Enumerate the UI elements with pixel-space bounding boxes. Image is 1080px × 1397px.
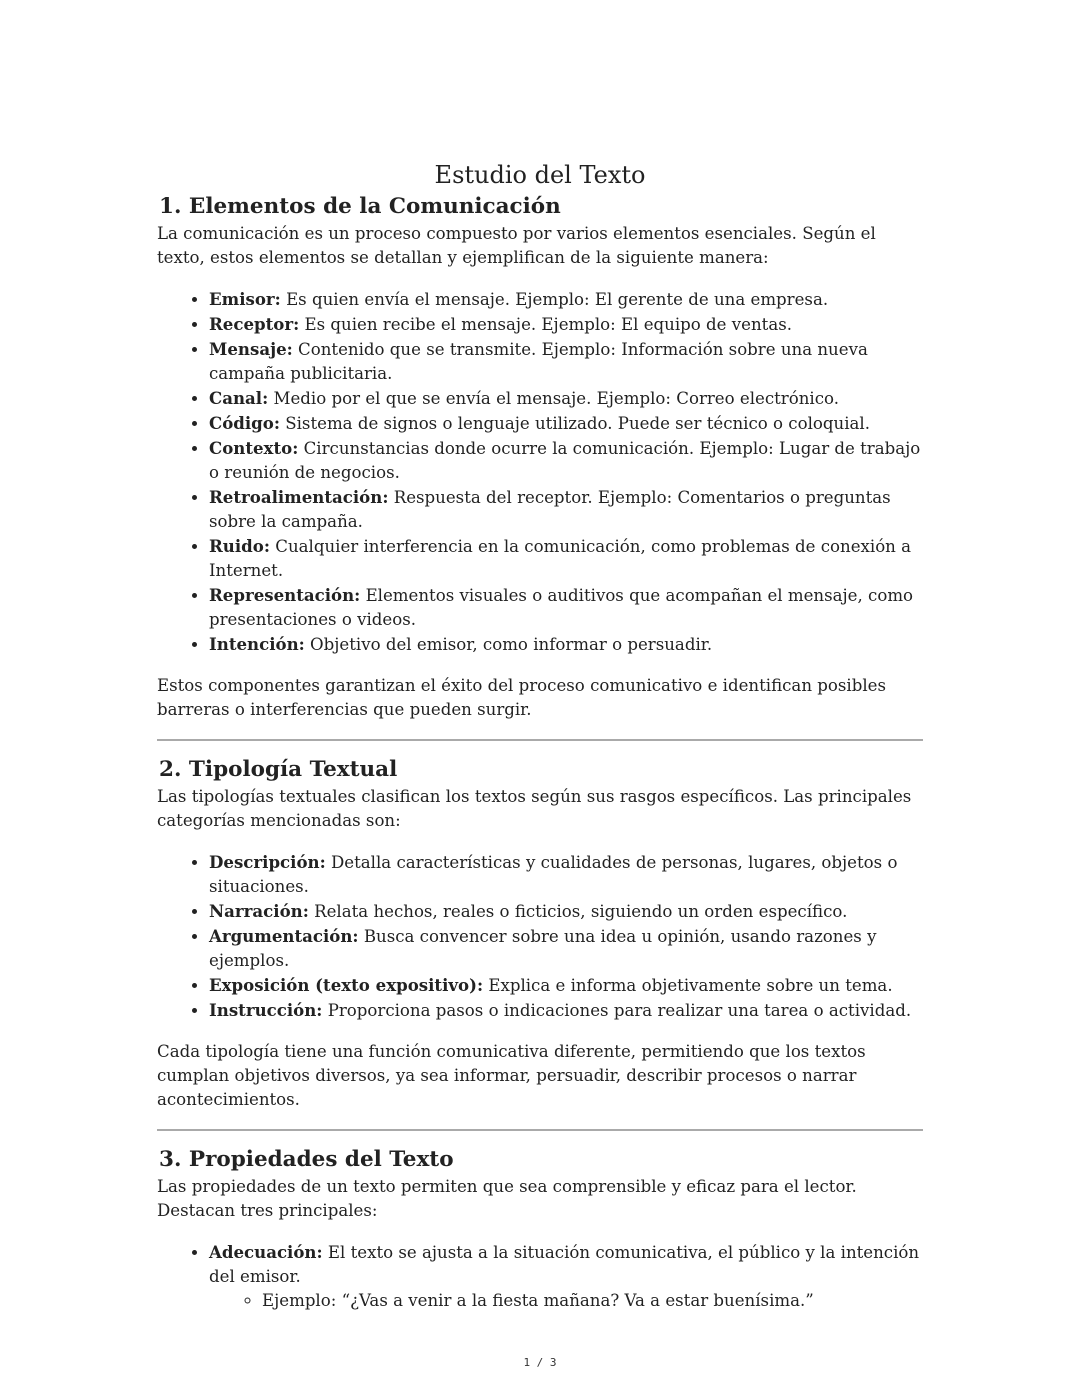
- document-title: Estudio del Texto: [434, 161, 646, 189]
- section-heading: 2. Tipología Textual: [159, 757, 398, 782]
- list-item-text: Objetivo del emisor, como informar o persuadir.: [304, 635, 713, 654]
- list-item-term: Código:: [209, 413, 280, 433]
- sub-list-item: ◦ Ejemplo: “¿Vas a venir a la fiesta mañana? Va a estar buenísima.”: [262, 1289, 923, 1313]
- section-divider: [157, 1129, 923, 1131]
- section-intro: Las tipologías textuales clasifican los textos según sus rasgos específicos. Las principales categorías mencionadas son:: [157, 787, 912, 830]
- list-item: [209, 287, 923, 312]
- list-item: [209, 899, 923, 924]
- sub-bullet-list: [209, 1289, 923, 1313]
- bullet-list: [157, 287, 923, 657]
- list-item-text: Es quien envía el mensaje. Ejemplo: El gerente de una empresa.: [280, 290, 829, 309]
- list-item-term: Canal:: [209, 388, 269, 408]
- list-item-text: Elementos visuales o auditivos que acompañan el mensaje, como presentaciones o videos.: [209, 586, 914, 629]
- list-item: [209, 998, 923, 1023]
- section-divider: [157, 739, 923, 741]
- list-item-text: Contenido que se transmite. Ejemplo: Información sobre una nueva campaña publicitaria.: [209, 340, 868, 383]
- section-closing: Cada tipología tiene una función comunicativa diferente, permitiendo que los textos cumplan objetivos diversos, ya sea informar, persuadir, describir procesos o narrar acontecimientos.: [157, 1042, 866, 1109]
- list-item-text: Explica e informa objetivamente sobre un tema.: [483, 976, 893, 995]
- section-intro: Las propiedades de un texto permiten que sea comprensible y eficaz para el lector. Destacan tres principales:: [157, 1177, 857, 1220]
- list-item-term: Adecuación:: [209, 1242, 323, 1262]
- list-item-term: Contexto:: [209, 438, 299, 458]
- list-item: [209, 312, 923, 337]
- list-item-text: Relata hechos, reales o ficticios, siguiendo un orden específico.: [308, 902, 848, 921]
- list-item: [209, 850, 923, 899]
- list-item: [209, 924, 923, 973]
- list-item-term: Narración:: [209, 901, 309, 921]
- list-item-text: Sistema de signos o lenguaje utilizado. Puede ser técnico o coloquial.: [279, 414, 870, 433]
- document-page: [157, 158, 923, 1330]
- bullet-list: [157, 850, 923, 1023]
- list-item: [209, 1240, 923, 1313]
- list-item-text: Es quien recibe el mensaje. Ejemplo: El equipo de ventas.: [299, 315, 792, 334]
- section-closing: Estos componentes garantizan el éxito del proceso comunicativo e identifican posibles barreras o interferencias que pueden surgir.: [157, 676, 886, 719]
- list-item-term: Receptor:: [209, 314, 300, 334]
- list-item-text: El texto se ajusta a la situación comunicativa, el público y la intención del emisor.: [209, 1243, 920, 1286]
- list-item-term: Emisor:: [209, 289, 281, 309]
- list-item-term: Argumentación:: [209, 926, 359, 946]
- section-intro: La comunicación es un proceso compuesto por varios elementos esenciales. Según el texto, estos elementos se detallan y ejemplifican de la siguiente manera:: [157, 224, 876, 267]
- list-item: [209, 485, 923, 534]
- list-item: [209, 337, 923, 386]
- list-item-text: Circunstancias donde ocurre la comunicación. Ejemplo: Lugar de trabajo o reunión de negocios.: [209, 439, 921, 482]
- bullet-list: [157, 1240, 923, 1313]
- list-item-term: Mensaje:: [209, 339, 293, 359]
- section-heading: 1. Elementos de la Comunicación: [159, 194, 561, 219]
- section-propiedades-texto: [157, 1145, 923, 1313]
- page-indicator: 1 / 3: [523, 1356, 557, 1369]
- list-item: [209, 411, 923, 436]
- list-item-text: Cualquier interferencia en la comunicación, como problemas de conexión a Internet.: [209, 537, 912, 580]
- section-elementos-comunicacion: [157, 192, 923, 722]
- list-item: [209, 436, 923, 485]
- list-item-text: Busca convencer sobre una idea u opinión, usando razones y ejemplos.: [209, 927, 877, 970]
- list-item-text: Detalla características y cualidades de personas, lugares, objetos o situaciones.: [209, 853, 898, 896]
- list-item-text: Proporciona pasos o indicaciones para realizar una tarea o actividad.: [322, 1001, 912, 1020]
- list-item-term: Representación:: [209, 585, 361, 605]
- list-item-term: Ruido:: [209, 536, 270, 556]
- list-item-term: Exposición (texto expositivo):: [209, 975, 484, 995]
- list-item: [209, 632, 923, 657]
- list-item-text: Medio por el que se envía el mensaje. Ejemplo: Correo electrónico.: [268, 389, 839, 408]
- list-item-term: Descripción:: [209, 852, 326, 872]
- list-item: [209, 534, 923, 583]
- list-item: [209, 583, 923, 632]
- list-item: [209, 973, 923, 998]
- list-item-term: Intención:: [209, 634, 305, 654]
- section-heading: 3. Propiedades del Texto: [159, 1147, 454, 1172]
- list-item: [209, 386, 923, 411]
- list-item-term: Instrucción:: [209, 1000, 323, 1020]
- list-item-term: Retroalimentación:: [209, 487, 389, 507]
- section-tipologia-textual: [157, 755, 923, 1112]
- list-item-text: Respuesta del receptor. Ejemplo: Comentarios o preguntas sobre la campaña.: [209, 488, 891, 531]
